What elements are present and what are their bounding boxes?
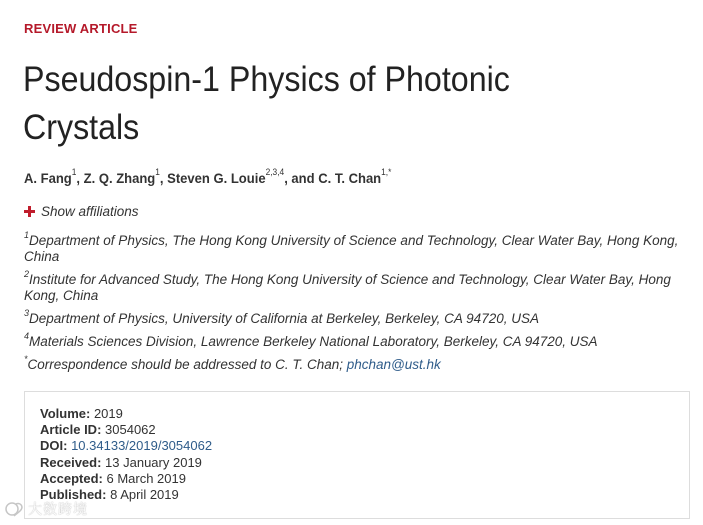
meta-accepted-value: 6 March 2019 [106, 470, 186, 486]
affiliation-text: Department of Physics, University of California at Berkeley, Berkeley, CA 94720, USA [29, 311, 539, 326]
show-affiliations-toggle[interactable] [24, 204, 139, 219]
affiliation-item [24, 229, 689, 265]
publication-metadata-box [24, 391, 690, 519]
watermark-text: 大数跨境 [28, 502, 88, 518]
affiliation-text: Institute for Advanced Study, The Hong Kong University of Science and Technology, Clear Water Bay, Hong Kong, China [24, 272, 671, 303]
meta-article-id-value: 3054062 [105, 422, 156, 438]
author-separator: , [159, 170, 168, 186]
meta-article-id-label: Article ID: [40, 422, 102, 438]
meta-received-label: Received: [40, 454, 102, 470]
affiliation-sup: 3 [24, 307, 30, 318]
author-name[interactable]: Z. Q. Zhang [83, 170, 156, 186]
meta-accepted [40, 471, 212, 487]
affiliation-item [24, 330, 689, 350]
correspondence-sup: * [24, 353, 28, 364]
watermark [4, 499, 88, 519]
meta-doi [40, 438, 212, 454]
article-title: Pseudospin-1 Physics of Photonic Crystals [23, 60, 510, 147]
affiliation-sup: 2 [24, 268, 30, 279]
meta-accepted-label: Accepted: [40, 470, 103, 486]
author-affiliation-sup: 1,* [381, 167, 392, 178]
article-type-label: REVIEW ARTICLE [24, 21, 138, 36]
meta-volume-label: Volume: [40, 406, 91, 421]
correspondence-note [24, 353, 689, 373]
meta-received [40, 455, 212, 471]
affiliation-item [24, 268, 689, 304]
meta-published-value: 8 April 2019 [110, 487, 179, 503]
correspondence-text: Correspondence should be addressed to C. T. Chan; [27, 357, 347, 372]
meta-volume-value: 2019 [93, 406, 123, 421]
plus-icon [24, 206, 35, 217]
author-name[interactable]: Steven G. Louie [167, 170, 266, 186]
meta-volume [40, 406, 212, 422]
author-name[interactable]: C. T. Chan [318, 170, 382, 186]
correspondence-email-link[interactable]: phchan@ust.hk [346, 357, 441, 372]
author-list [24, 167, 392, 186]
affiliation-sup: 1 [24, 229, 30, 240]
meta-received-value: 13 January 2019 [105, 454, 202, 470]
author-separator: , [76, 170, 84, 186]
affiliation-item [24, 307, 689, 327]
author-affiliation-sup: 2,3,4 [265, 167, 285, 178]
affiliation-sup: 4 [24, 330, 30, 341]
metadata-list [40, 406, 212, 503]
affiliation-text: Materials Sciences Division, Lawrence Berkeley National Laboratory, Berkeley, CA 94720, USA [29, 334, 598, 349]
author-affiliation-sup: 1 [155, 167, 160, 178]
affiliation-text: Department of Physics, The Hong Kong University of Science and Technology, Clear Water Bay, Hong Kong, China [24, 233, 679, 264]
author-name[interactable]: A. Fang [24, 170, 72, 186]
meta-article-id [40, 422, 212, 438]
doi-link[interactable]: 10.34133/2019/3054062 [71, 438, 213, 454]
author-affiliation-sup: 1 [71, 167, 77, 178]
watermark-logo-icon [4, 499, 26, 519]
show-affiliations-label: Show affiliations [41, 204, 139, 219]
meta-published-label: Published: [40, 487, 107, 503]
author-separator: , and [284, 170, 319, 186]
meta-doi-label: DOI: [40, 438, 68, 454]
